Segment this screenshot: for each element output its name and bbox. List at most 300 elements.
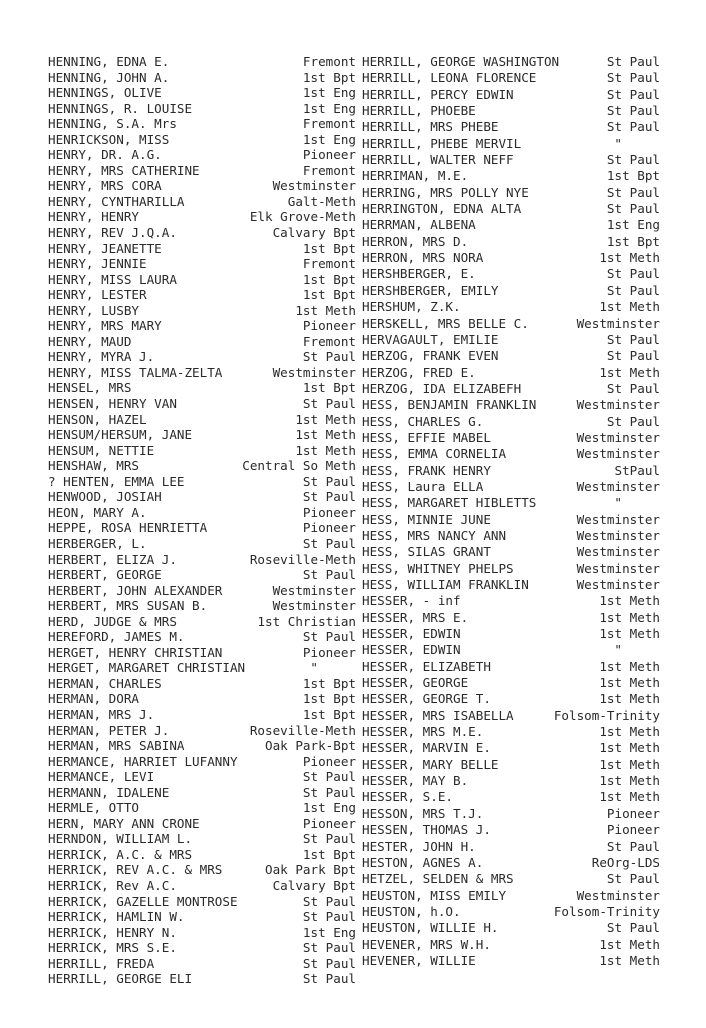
entry-name: HESSON, MRS T.J. xyxy=(362,805,484,821)
entry-name: HERRICK, A.C. & MRS xyxy=(48,846,193,862)
entry-name: HENSUM/HERSUM, JANE xyxy=(48,427,193,443)
entry-name: HENRY, MYRA J. xyxy=(48,349,155,365)
list-item xyxy=(48,147,356,163)
list-item xyxy=(362,299,660,315)
entry-church: Roseville-Meth xyxy=(249,722,356,738)
list-item xyxy=(48,940,356,956)
list-item xyxy=(362,365,660,381)
entry-name: HESS, CHARLES G. xyxy=(362,413,484,429)
entry-church: 1st Meth xyxy=(599,773,660,789)
list-item xyxy=(48,101,356,117)
list-item xyxy=(362,855,660,871)
list-item xyxy=(48,132,356,148)
entry-name: HENSHAW, MRS xyxy=(48,458,139,474)
entry-name: HESSER, MAY B. xyxy=(362,773,469,789)
list-item xyxy=(362,937,660,953)
entry-name: HERRINGTON, EDNA ALTA xyxy=(362,201,522,217)
entry-name: HERRON, MRS NORA xyxy=(362,250,484,266)
list-item xyxy=(362,463,660,479)
entry-church: St Paul xyxy=(606,871,660,887)
entry-church: StPaul xyxy=(614,462,660,478)
entry-name: HERRILL, GEORGE ELI xyxy=(48,971,193,987)
list-item xyxy=(362,201,660,217)
list-item xyxy=(48,536,356,552)
entry-church: Fremont xyxy=(302,256,356,272)
entry-church: Westminster xyxy=(576,544,660,560)
entry-church: Pioneer xyxy=(302,318,356,334)
list-item xyxy=(362,740,660,756)
entry-name: HERGET, MARGARET CHRISTIAN xyxy=(48,660,246,676)
entry-church: 1st Bpt xyxy=(302,691,356,707)
entry-name: HENRY, MISS LAURA xyxy=(48,271,177,287)
entry-church: ReOrg-LDS xyxy=(591,854,660,870)
list-item xyxy=(362,381,660,397)
entry-church: Westminster xyxy=(272,598,356,614)
list-item xyxy=(48,194,356,210)
entry-name: HENRY, JENNIE xyxy=(48,256,147,272)
entry-name: HERRICK, HENRY N. xyxy=(48,924,177,940)
entry-church: St Paul xyxy=(606,282,660,298)
list-item xyxy=(362,446,660,462)
entry-church: St Paul xyxy=(302,940,356,956)
list-item xyxy=(362,544,660,560)
entry-name: HERBERT, ELIZA J. xyxy=(48,551,177,567)
entry-name: HENNING, EDNA E. xyxy=(48,54,170,69)
entry-church: St Paul xyxy=(606,331,660,347)
entry-name: HERBERT, JOHN ALEXANDER xyxy=(48,582,223,598)
entry-church: 1st Bpt xyxy=(302,706,356,722)
list-item xyxy=(362,479,660,495)
list-item xyxy=(48,520,356,536)
entry-church: St Paul xyxy=(606,380,660,396)
entry-name: HESSER, MARY BELLE xyxy=(362,756,499,772)
right-column xyxy=(362,54,660,969)
entry-name: HESSER, EDWIN xyxy=(362,642,461,658)
entry-church: St Paul xyxy=(606,838,660,854)
entry-name: ? HENTEN, EMMA LEE xyxy=(48,473,185,489)
entry-church: Westminster xyxy=(272,582,356,598)
entry-name: HESSER, ELIZABETH xyxy=(362,658,491,674)
entry-name: HERD, JUDGE & MRS xyxy=(48,613,177,629)
entry-church: 1st Eng xyxy=(302,100,356,116)
entry-church: Westminster xyxy=(576,527,660,543)
entry-name: HERRILL, FREDA xyxy=(48,955,155,971)
entry-church: 1st Meth xyxy=(295,442,356,458)
entry-name: HESSER, MARVIN E. xyxy=(362,740,491,756)
entry-name: HENWOOD, JOSIAH xyxy=(48,489,162,505)
entry-name: HESSER, GEORGE T. xyxy=(362,691,491,707)
entry-church: 1st Meth xyxy=(599,789,660,805)
entry-church: Westminster xyxy=(576,478,660,494)
entry-church: Calvary Bpt xyxy=(272,225,356,241)
list-item xyxy=(362,626,660,642)
list-item xyxy=(362,234,660,250)
entry-name: HERMANN, IDALENE xyxy=(48,784,170,800)
list-item xyxy=(48,474,356,490)
entry-church: 1st Meth xyxy=(599,756,660,772)
list-item xyxy=(48,256,356,272)
entry-church: St Paul xyxy=(606,348,660,364)
entry-church: Fremont xyxy=(302,162,356,178)
entry-church: St Paul xyxy=(302,489,356,505)
entry-name: HESS, BENJAMIN FRANKLIN xyxy=(362,397,537,413)
entry-name: HENSON, HAZEL xyxy=(48,411,147,427)
entry-church: Westminster xyxy=(272,364,356,380)
entry-name: HERRILL, LEONA FLORENCE xyxy=(362,70,537,86)
list-item xyxy=(48,614,356,630)
entry-name: HETZEL, SELDEN & MRS xyxy=(362,871,514,887)
entry-church: St Paul xyxy=(606,103,660,119)
entry-name: HENRY, REV J.Q.A. xyxy=(48,225,177,241)
entry-church: 1st Meth xyxy=(599,364,660,380)
list-item xyxy=(362,119,660,135)
entry-name: HESS, SILAS GRANT xyxy=(362,544,491,560)
entry-name: HEREFORD, JAMES M. xyxy=(48,629,185,645)
entry-church: 1st Meth xyxy=(599,740,660,756)
entry-church: Westminster xyxy=(576,577,660,592)
entry-church: St Paul xyxy=(606,266,660,282)
entry-church: St Paul xyxy=(606,920,660,936)
entry-church: Westminster xyxy=(576,887,660,903)
entry-church: Oak Park Bpt xyxy=(265,862,356,878)
entry-church: St Paul xyxy=(302,473,356,489)
list-item xyxy=(48,831,356,847)
entry-name: HEVENER, WILLIE xyxy=(362,952,476,968)
entry-name: HENSEL, MRS xyxy=(48,380,132,396)
list-item xyxy=(48,925,356,941)
entry-name: HESSER, MRS ISABELLA xyxy=(362,707,514,723)
entry-church: 1st Meth xyxy=(599,250,660,266)
entry-church: Elk Grove-Meth xyxy=(249,209,356,225)
entry-church: Westminster xyxy=(576,397,660,413)
list-item xyxy=(48,287,356,303)
list-item xyxy=(362,136,660,152)
list-item xyxy=(48,723,356,739)
entry-church: 1st Bpt xyxy=(302,69,356,85)
entry-church: 1st Meth xyxy=(295,302,356,318)
entry-church: Pioneer xyxy=(302,147,356,163)
list-item xyxy=(48,427,356,443)
list-item xyxy=(362,70,660,86)
list-item xyxy=(362,610,660,626)
entry-church: St Paul xyxy=(302,567,356,583)
list-item xyxy=(48,70,356,86)
entry-name: HENRY, LUSBY xyxy=(48,302,139,318)
entry-name: HESSEN, THOMAS J. xyxy=(362,822,491,838)
list-item xyxy=(362,593,660,609)
entry-name: HENSUM, NETTIE xyxy=(48,442,155,458)
entry-church: Westminster xyxy=(272,178,356,194)
entry-name: HENRICKSON, MISS xyxy=(48,131,170,147)
list-item xyxy=(48,116,356,132)
entry-name: HESS, EMMA CORNELIA xyxy=(362,446,507,462)
entry-church: Folsom-Trinity xyxy=(553,707,660,723)
list-item xyxy=(362,397,660,413)
list-item xyxy=(48,380,356,396)
list-item xyxy=(362,266,660,282)
list-item xyxy=(362,283,660,299)
entry-church: 1st Eng xyxy=(302,131,356,147)
entry-church: Westminster xyxy=(576,429,660,445)
list-item xyxy=(362,806,660,822)
entry-church: 1st Bpt xyxy=(302,846,356,862)
list-item xyxy=(362,103,660,119)
entry-church: St Paul xyxy=(606,86,660,102)
list-item xyxy=(48,785,356,801)
entry-name: HERMAN, PETER J. xyxy=(48,722,170,738)
list-item xyxy=(48,163,356,179)
list-item xyxy=(48,909,356,925)
entry-church: St Paul xyxy=(606,201,660,217)
entry-name: HESS, Laura ELLA xyxy=(362,478,484,494)
list-item xyxy=(48,505,356,521)
entry-church: Oak Park-Bpt xyxy=(265,738,356,754)
list-item xyxy=(362,348,660,364)
entry-name: HERRICK, HAMLIN W. xyxy=(48,909,185,925)
entry-church: Roseville-Meth xyxy=(249,551,356,567)
entry-name: HERZOG, IDA ELIZABEFH xyxy=(362,380,522,396)
list-item xyxy=(362,168,660,184)
list-item xyxy=(362,789,660,805)
entry-church: St Paul xyxy=(606,184,660,200)
entry-name: HEUSTON, MISS EMILY xyxy=(362,887,507,903)
list-item xyxy=(48,878,356,894)
list-item xyxy=(48,738,356,754)
entry-name: HESSER, GEORGE xyxy=(362,675,469,691)
list-item xyxy=(48,272,356,288)
entry-name: HERSHBERGER, EMILY xyxy=(362,282,499,298)
list-item xyxy=(48,225,356,241)
list-item xyxy=(362,217,660,233)
list-item xyxy=(48,707,356,723)
list-item xyxy=(48,676,356,692)
entry-name: HERGET, HENRY CHRISTIAN xyxy=(48,644,223,660)
entry-name: HERNDON, WILLIAM L. xyxy=(48,831,193,847)
entry-name: HENRY, MRS CATHERINE xyxy=(48,162,200,178)
list-item xyxy=(48,489,356,505)
entry-church: St Paul xyxy=(302,769,356,785)
entry-church: Pioneer xyxy=(302,504,356,520)
entry-church: 1st Eng xyxy=(606,217,660,233)
entry-name: HERMANCE, LEVI xyxy=(48,769,155,785)
entry-church: 1st Meth xyxy=(599,658,660,674)
entry-church: 1st Bpt xyxy=(302,380,356,396)
entry-name: HERBERT, MRS SUSAN B. xyxy=(48,598,208,614)
entry-name: HERRIMAN, M.E. xyxy=(362,168,469,184)
list-item xyxy=(362,414,660,430)
entry-church: 1st Meth xyxy=(599,691,660,707)
list-item xyxy=(362,757,660,773)
entry-church: Fremont xyxy=(302,116,356,132)
entry-name: HERMAN, MRS J. xyxy=(48,706,155,722)
entry-name: HENRY, JEANETTE xyxy=(48,240,162,256)
entry-name: HESS, WILLIAM FRANKLIN xyxy=(362,577,529,592)
list-item xyxy=(362,659,660,675)
list-item xyxy=(48,396,356,412)
entry-name: HERRMAN, ALBENA xyxy=(362,217,476,233)
list-item xyxy=(48,334,356,350)
entry-name: HERVAGAULT, EMILIE xyxy=(362,331,499,347)
entry-name: HERRICK, GAZELLE MONTROSE xyxy=(48,893,238,909)
entry-name: HERRING, MRS POLLY NYE xyxy=(362,184,529,200)
entry-church: St Paul xyxy=(302,955,356,971)
entry-name: HESS, MINNIE JUNE xyxy=(362,511,491,527)
entry-name: HERRILL, WALTER NEFF xyxy=(362,152,514,168)
entry-church: St Paul xyxy=(302,893,356,909)
list-item xyxy=(362,512,660,528)
list-item xyxy=(362,430,660,446)
list-item xyxy=(48,645,356,661)
entry-church: " xyxy=(614,642,622,658)
list-item xyxy=(362,839,660,855)
list-item xyxy=(48,85,356,101)
entry-church: St Paul xyxy=(302,349,356,365)
list-item xyxy=(48,816,356,832)
list-item xyxy=(48,847,356,863)
entry-church: Pioneer xyxy=(302,520,356,536)
entry-church: St Paul xyxy=(302,784,356,800)
entry-church: Galt-Meth xyxy=(287,193,356,209)
list-item xyxy=(362,250,660,266)
list-item xyxy=(48,660,356,676)
entry-church: St Paul xyxy=(606,152,660,168)
entry-name: HENNINGS, R. LOUISE xyxy=(48,100,193,116)
entry-name: HEVENER, MRS W.H. xyxy=(362,936,491,952)
list-item xyxy=(362,561,660,577)
entry-name: HERRON, MRS D. xyxy=(362,233,469,249)
entry-name: HERRILL, GEORGE WASHINGTON xyxy=(362,54,560,69)
left-column xyxy=(48,54,356,987)
entry-name: HESSER, EDWIN xyxy=(362,626,461,642)
entry-church: 1st Meth xyxy=(599,626,660,642)
entry-church: 1st Bpt xyxy=(302,287,356,303)
entry-church: 1st Christian xyxy=(257,613,356,629)
list-item xyxy=(48,567,356,583)
entry-church: " xyxy=(614,135,622,151)
list-item xyxy=(48,458,356,474)
list-item xyxy=(362,185,660,201)
list-item xyxy=(48,862,356,878)
entry-name: HESSER, MRS M.E. xyxy=(362,724,484,740)
entry-name: HESTON, AGNES A. xyxy=(362,854,484,870)
entry-church: 1st Meth xyxy=(599,593,660,609)
entry-church: Pioneer xyxy=(606,822,660,838)
list-item xyxy=(362,871,660,887)
entry-name: HENRY, MRS CORA xyxy=(48,178,162,194)
list-item xyxy=(48,956,356,972)
entry-church: 1st Meth xyxy=(599,952,660,968)
list-item xyxy=(362,332,660,348)
entry-name: HESSER, S.E. xyxy=(362,789,453,805)
list-item xyxy=(362,54,660,70)
entry-church: Pioneer xyxy=(302,815,356,831)
list-item xyxy=(362,724,660,740)
list-item xyxy=(48,241,356,257)
list-item xyxy=(362,528,660,544)
list-item xyxy=(362,642,660,658)
list-item xyxy=(48,769,356,785)
entry-church: 1st Meth xyxy=(599,675,660,691)
list-item xyxy=(362,152,660,168)
list-item xyxy=(48,598,356,614)
list-item xyxy=(48,349,356,365)
entry-church: 1st Meth xyxy=(295,427,356,443)
entry-church: 1st Bpt xyxy=(302,271,356,287)
entry-name: HERRICK, REV A.C. & MRS xyxy=(48,862,223,878)
entry-church: St Paul xyxy=(302,909,356,925)
entry-name: HERSHUM, Z.K. xyxy=(362,299,461,315)
entry-name: HERRILL, PHEBE MERVIL xyxy=(362,135,522,151)
entry-church: Calvary Bpt xyxy=(272,877,356,893)
entry-name: HERSHBERGER, E. xyxy=(362,266,476,282)
list-item xyxy=(362,953,660,969)
entry-name: HESSER, MRS E. xyxy=(362,609,469,625)
entry-name: HENRY, CYNTHARILLA xyxy=(48,193,185,209)
entry-name: HERRILL, MRS PHEBE xyxy=(362,119,499,135)
list-item xyxy=(362,87,660,103)
list-item xyxy=(362,708,660,724)
entry-church: Pioneer xyxy=(302,644,356,660)
entry-church: St Paul xyxy=(606,413,660,429)
entry-name: HESSER, - inf xyxy=(362,593,461,609)
entry-church: St Paul xyxy=(302,831,356,847)
entry-church: Pioneer xyxy=(302,753,356,769)
list-item xyxy=(48,754,356,770)
entry-church: 1st Eng xyxy=(302,85,356,101)
entry-name: HERBERGER, L. xyxy=(48,535,147,551)
entry-name: HENSEN, HENRY VAN xyxy=(48,396,177,412)
entry-church: St Paul xyxy=(302,535,356,551)
entry-name: HERZOG, FRED E. xyxy=(362,364,476,380)
entry-church: Fremont xyxy=(302,333,356,349)
list-item xyxy=(362,773,660,789)
entry-name: HENRY, LESTER xyxy=(48,287,147,303)
list-item xyxy=(48,303,356,319)
entry-church: 1st Meth xyxy=(599,936,660,952)
entry-church: 1st Meth xyxy=(295,411,356,427)
entry-church: 1st Bpt xyxy=(606,168,660,184)
entry-name: HEON, MARY A. xyxy=(48,504,147,520)
entry-name: HENNINGS, OLIVE xyxy=(48,85,162,101)
entry-name: HESS, FRANK HENRY xyxy=(362,462,491,478)
entry-name: HERRICK, MRS S.E. xyxy=(48,940,177,956)
entry-church: Central So Meth xyxy=(242,458,356,474)
entry-name: HERMAN, DORA xyxy=(48,691,139,707)
list-item xyxy=(48,318,356,334)
entry-church: 1st Meth xyxy=(599,724,660,740)
entry-name: HESS, WHITNEY PHELPS xyxy=(362,560,514,576)
list-item xyxy=(48,54,356,70)
list-item xyxy=(48,691,356,707)
entry-church: 1st Bpt xyxy=(606,233,660,249)
entry-church: 1st Eng xyxy=(302,800,356,816)
entry-church: Westminster xyxy=(576,446,660,462)
entry-church: " xyxy=(614,495,622,511)
entry-name: HERMLE, OTTO xyxy=(48,800,139,816)
list-item xyxy=(48,412,356,428)
entry-church: St Paul xyxy=(302,971,356,987)
list-item xyxy=(362,495,660,511)
entry-church: 1st Meth xyxy=(599,609,660,625)
entry-name: HERRICK, Rev A.C. xyxy=(48,877,177,893)
entry-church: 1st Bpt xyxy=(302,675,356,691)
entry-name: HENRY, MAUD xyxy=(48,333,132,349)
list-item xyxy=(48,209,356,225)
entry-name: HEUSTON, h.O. xyxy=(362,903,461,919)
entry-name: HERMAN, MRS SABINA xyxy=(48,738,185,754)
entry-church: 1st Bpt xyxy=(302,240,356,256)
entry-church: St Paul xyxy=(606,119,660,135)
